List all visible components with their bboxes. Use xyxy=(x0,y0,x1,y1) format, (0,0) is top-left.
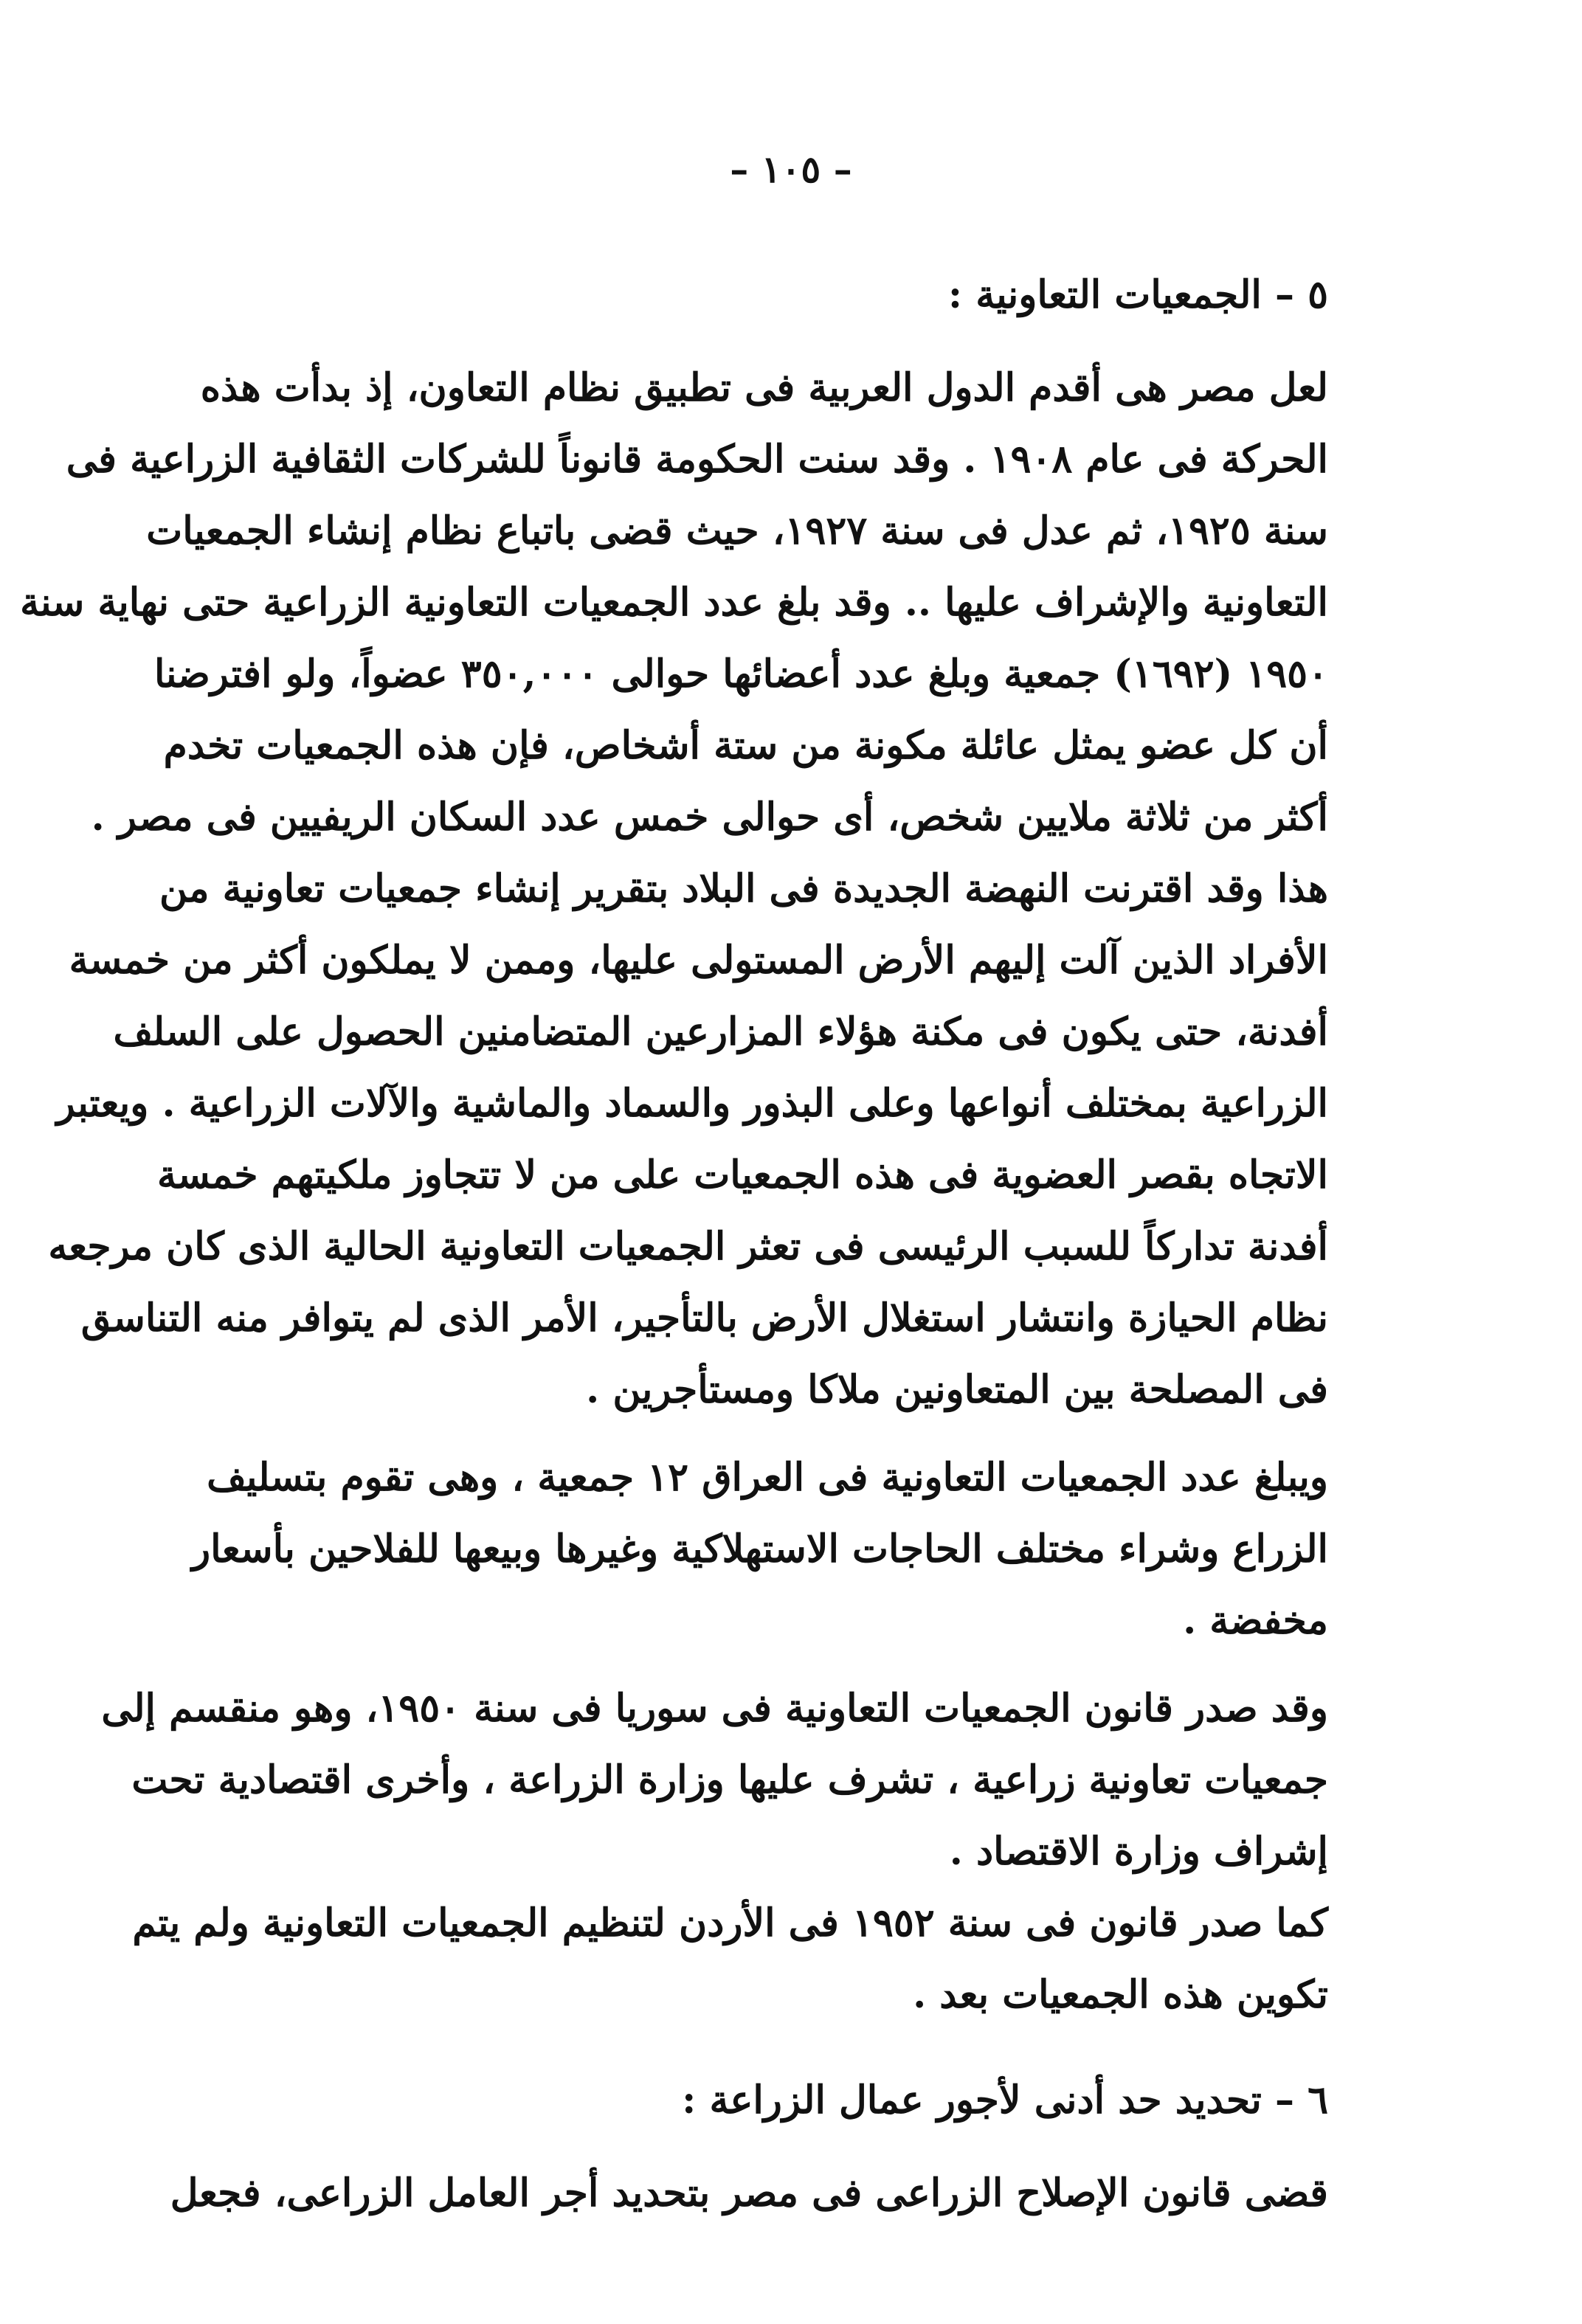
text-line: الزراع وشراء مختلف الحاجات الاستهلاكية وغيرها وبيعها للفلاحين بأسعار xyxy=(191,1526,1328,1571)
text-line: أن كل عضو يمثل عائلة مكونة من ستة أشخاص، فإن هذه الجمعيات تخدم xyxy=(163,723,1328,768)
text-line: الزراعية بمختلف أنواعها وعلى البذور والسماد والماشية والآلات الزراعية . ويعتبر xyxy=(56,1081,1328,1126)
text-line: الاتجاه بقصر العضوية فى هذه الجمعيات على من لا تتجاوز ملكيتهم خمسة xyxy=(157,1152,1328,1197)
text-line: سنة ١٩٢٥، ثم عدل فى سنة ١٩٢٧، حيث قضى باتباع نظام إنشاء الجمعيات xyxy=(146,508,1328,553)
paragraph-agrarian-reform-wage xyxy=(170,2157,1328,2229)
text-line: هذا وقد اقترنت النهضة الجديدة فى البلاد بتقرير إنشاء جمعيات تعاونية من xyxy=(159,866,1328,911)
text-line: أكثر من ثلاثة ملايين شخص، أى حوالى خمس عدد السكان الريفيين فى مصر . xyxy=(91,795,1328,840)
text-line: قضى قانون الإصلاح الزراعى فى مصر بتحديد أجر العامل الزراعى، فجعل xyxy=(170,2171,1328,2216)
text-line: كما صدر قانون فى سنة ١٩٥٢ فى الأردن لتنظيم الجمعيات التعاونية ولم يتم xyxy=(132,1901,1328,1946)
text-line: أفدنة، حتى يكون فى مكنة هؤلاء المزارعين المتضامنين الحصول على السلف xyxy=(113,1009,1328,1054)
section-heading-minimum-wage: ٦ – تحديد حد أدنى لأجور عمال الزراعة : xyxy=(682,2078,1328,2123)
text-line: ويبلغ عدد الجمعيات التعاونية فى العراق ١٢ جمعية ، وهى تقوم بتسليف xyxy=(207,1455,1328,1500)
section-heading-cooperatives: ٥ – الجمعيات التعاونية : xyxy=(947,272,1328,317)
text-line: لعل مصر هى أقدم الدول العربية فى تطبيق نظام التعاون، إذ بدأت هذه xyxy=(200,365,1328,410)
text-line: الحركة فى عام ١٩٠٨ . وقد سنت الحكومة قانوناً للشركات الثقافية الزراعية فى xyxy=(66,437,1328,482)
text-line: التعاونية والإشراف عليها .. وقد بلغ عدد الجمعيات التعاونية الزراعية حتى نهاية سنة xyxy=(20,580,1328,625)
paragraph-jordan-cooperatives xyxy=(132,1887,1328,2030)
paragraph-iraq-cooperatives xyxy=(191,1442,1328,1656)
page-body xyxy=(20,255,1328,2229)
text-line: أفدنة تداركاً للسبب الرئيسى فى تعثر الجمعيات التعاونية الحالية الذى كان مرجعه xyxy=(48,1224,1328,1269)
text-line: نظام الحيازة وانتشار استغلال الأرض بالتأجير، الأمر الذى لم يتوافر منه التناسق xyxy=(80,1296,1328,1341)
text-line: جمعيات تعاونية زراعية ، تشرف عليها وزارة الزراعة ، وأخرى اقتصادية تحت xyxy=(131,1757,1328,1802)
text-line: وقد صدر قانون الجمعيات التعاونية فى سوريا فى سنة ١٩٥٠، وهو منقسم إلى xyxy=(101,1686,1328,1731)
text-line: تكوين هذه الجمعيات بعد . xyxy=(913,1972,1328,2017)
paragraph-syria-cooperatives xyxy=(101,1673,1328,1887)
paragraph-egypt-cooperatives xyxy=(20,352,1328,853)
text-line: ١٩٥٠ (١٦٩٢) جمعية وبلغ عدد أعضائها حوالى ٣٥٠,٠٠٠ عضواً، ولو افترضنا xyxy=(154,651,1328,696)
text-line: فى المصلحة بين المتعاونين ملاكا ومستأجرين . xyxy=(586,1367,1328,1412)
paragraph-new-cooperatives xyxy=(48,853,1328,1425)
text-line: مخفضة . xyxy=(1183,1598,1328,1643)
text-line: الأفراد الذين آلت إليهم الأرض المستولى عليها، وممن لا يملكون أكثر من خمسة xyxy=(69,938,1328,983)
page-number: – ١٠٥ – xyxy=(730,148,852,191)
text-line: إشراف وزارة الاقتصاد . xyxy=(949,1829,1328,1874)
